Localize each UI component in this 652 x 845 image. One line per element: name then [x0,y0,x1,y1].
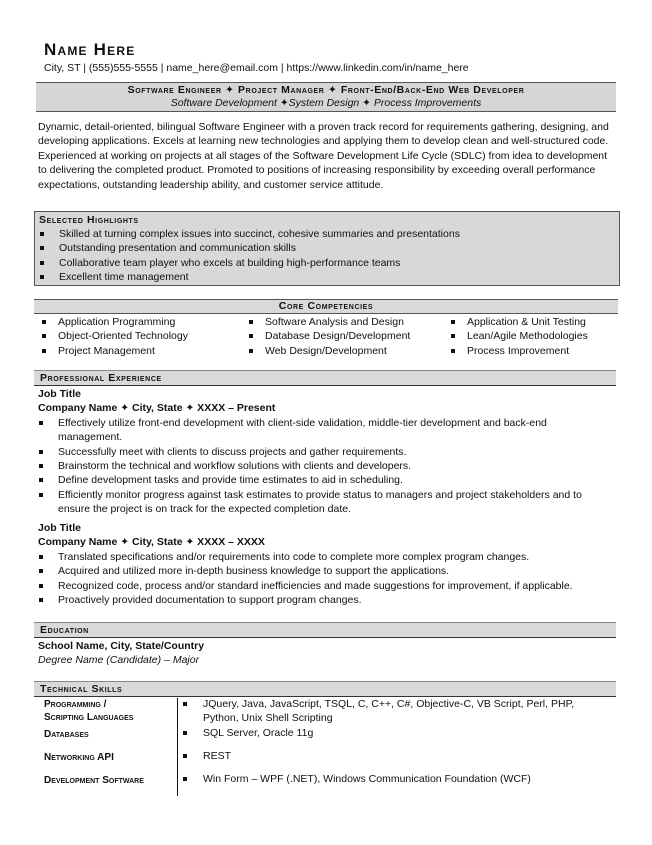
skills-label-programming [44,698,133,724]
school-name: School Name, City, State/Country [38,640,205,652]
title-line-specialties: Software Development ✦System Design ✦ Process Improvements [170,97,482,109]
list-item: Skilled at turning complex issues into succinct, cohesive summaries and presentations [39,227,460,241]
candidate-name: Name Here [44,40,136,59]
job-bullets [38,550,613,608]
competencies-column-1 [38,315,188,358]
list-item: Outstanding presentation and communication skills [39,241,460,255]
list-item: Lean/Agile Methodologies [447,329,588,343]
education-entry [38,639,204,668]
skills-heading: Technical Skills [34,682,616,697]
list-item: Brainstorm the technical and workflow solutions with clients and developers. [38,459,613,473]
competencies-heading: Core Competencies [34,299,618,314]
highlights-list [39,227,460,285]
education-heading: Education [34,623,616,638]
list-item: Application Programming [38,315,188,329]
skills-value-dev-software: Win Form – WPF (.NET), Windows Communication Foundation (WCF) [183,773,608,787]
job-title: Job Title [38,388,81,400]
competencies-column-2 [245,315,410,358]
list-item: Efficiently monitor progress against task estimates to provide status to managers and project stakeholders and to ensure the project is on track for the expected completion date. [38,488,613,517]
list-item: Application & Unit Testing [447,315,588,329]
list-item: Collaborative team player who excels at building high-performance teams [39,256,460,270]
list-item: Define development tasks and provide time estimates to aid in scheduling. [38,473,613,487]
list-item: Recognized code, process and/or standard inefficiencies and made suggestions for improvement, if applicable. [38,579,613,593]
skills-value-databases: SQL Server, Oracle 11g [183,727,608,741]
list-item: Effectively utilize front-end development with client-side validation, middle-tier development and back-end management. [38,416,613,445]
list-item: Database Design/Development [245,329,410,343]
list-item: Translated specifications and/or requirements into code to complete more complex program changes. [38,550,613,564]
contact-line: City, ST | (555)555-5555 | name_here@email.com | https://www.linkedin.com/in/name_here [44,62,469,74]
experience-heading: Professional Experience [34,371,616,386]
skills-label-databases: Databases [44,729,89,740]
skills-value-programming: JQuery, Java, JavaScript, TSQL, C, C++, C#, Objective-C, VB Script, Perl, PHP, Python, Unix Shell Scripting [183,698,608,725]
skills-value-networking: REST [183,750,608,764]
skills-label-line: Programming / [44,699,107,710]
list-item: Acquired and utilized more in-depth business knowledge to support the applications. [38,564,613,578]
list-item: Software Analysis and Design [245,315,410,329]
job-entry-2 [38,521,613,607]
skills-table [38,698,613,796]
list-item: Proactively provided documentation to support program changes. [38,593,613,607]
highlights-box [34,211,620,286]
highlights-heading: Selected Highlights [39,214,139,226]
skills-label-dev-software: Development Software [44,775,144,786]
skills-divider [177,698,178,796]
list-item: Project Management [38,344,188,358]
list-item: Process Improvement [447,344,588,358]
list-item: Successfully meet with clients to discuss projects and gather requirements. [38,445,613,459]
competencies-column-3 [447,315,588,358]
skills-label-networking: Networking API [44,752,114,763]
job-company: Company Name ✦ City, State ✦ XXXX – Present [38,402,276,415]
list-item: Object-Oriented Technology [38,329,188,343]
skills-label-line: Scripting Languages [44,712,134,723]
job-entry-1 [38,387,613,517]
summary-paragraph: Dynamic, detail-oriented, bilingual Software Engineer with a proven track record for requirements gathering, designing, and developing applications. Excels at learning new technologies and applying them to develop clean and well-structured code. Experienced at working on projects at all stages of the Software Development Life Cycle (SDLC) from idea to development to delivering the completed product. Promoted to positions of increasing responsibility by exceeding overall performance expectations, outstanding leadership ability, and customer service attitude. [38,121,609,191]
job-company: Company Name ✦ City, State ✦ XXXX – XXXX [38,536,265,549]
title-line-roles: Software Engineer ✦ Project Manager ✦ Front-End/Back-End Web Developer [127,84,525,96]
list-item: Web Design/Development [245,344,410,358]
list-item: Excellent time management [39,270,460,284]
degree-name: Degree Name (Candidate) – Major [38,654,200,667]
job-bullets [38,416,613,517]
title-banner [36,82,616,112]
job-title: Job Title [38,522,81,534]
